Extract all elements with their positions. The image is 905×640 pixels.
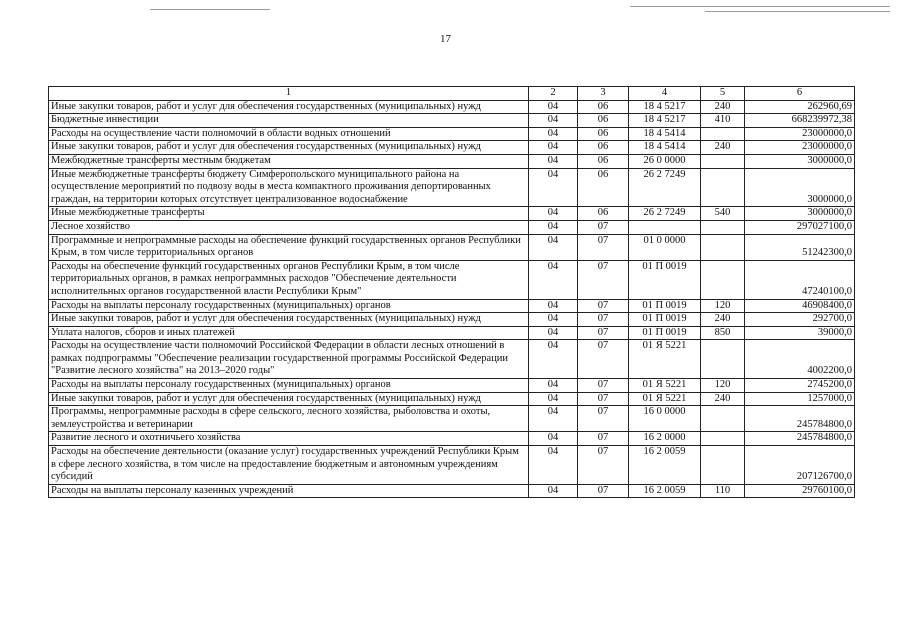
row-amount: 4002200,0 — [745, 340, 855, 379]
row-section: 04 — [529, 141, 578, 155]
row-amount: 245784800,0 — [745, 406, 855, 432]
row-amount: 3000000,0 — [745, 207, 855, 221]
row-expense-type — [701, 406, 745, 432]
row-section: 04 — [529, 340, 578, 379]
column-header: 3 — [578, 87, 629, 101]
row-expense-type: 120 — [701, 379, 745, 393]
scan-artifact-line — [630, 6, 890, 7]
row-amount: 207126700,0 — [745, 446, 855, 485]
row-amount: 3000000,0 — [745, 154, 855, 168]
column-header: 1 — [49, 87, 529, 101]
row-subsection: 07 — [578, 326, 629, 340]
row-subsection: 06 — [578, 207, 629, 221]
table-row — [49, 207, 855, 221]
row-subsection: 07 — [578, 234, 629, 260]
row-target-code: 01 Я 5221 — [629, 379, 701, 393]
row-section: 04 — [529, 299, 578, 313]
row-target-code: 01 0 0000 — [629, 234, 701, 260]
row-expense-type — [701, 340, 745, 379]
row-target-code: 16 2 0000 — [629, 432, 701, 446]
row-amount: 1257000,0 — [745, 392, 855, 406]
row-expense-type: 240 — [701, 313, 745, 327]
row-section: 04 — [529, 207, 578, 221]
row-target-code: 18 4 5414 — [629, 127, 701, 141]
row-name: Уплата налогов, сборов и иных платежей — [49, 326, 529, 340]
row-section: 04 — [529, 326, 578, 340]
row-section: 04 — [529, 432, 578, 446]
row-expense-type — [701, 234, 745, 260]
row-subsection: 07 — [578, 484, 629, 498]
table-row — [49, 154, 855, 168]
row-name: Расходы на осуществление части полномочий Российской Федерации в области лесных отношений в рамках подпрограммы "Обеспечение реализации государственной программы Российской Федерации "Развитие лесного хозяйства" на 2013–2020 годы" — [49, 340, 529, 379]
table-row — [49, 446, 855, 485]
scan-artifact-line — [150, 9, 270, 10]
table-row — [49, 406, 855, 432]
table-header-row — [49, 87, 855, 101]
column-header: 6 — [745, 87, 855, 101]
row-expense-type — [701, 432, 745, 446]
row-name: Программные и непрограммные расходы на обеспечение функций государственных органов Республики Крым, в том числе территориальных органов — [49, 234, 529, 260]
row-amount: 262960,69 — [745, 100, 855, 114]
row-expense-type — [701, 220, 745, 234]
row-subsection: 07 — [578, 220, 629, 234]
row-name: Расходы на выплаты персоналу казенных учреждений — [49, 484, 529, 498]
table-row — [49, 220, 855, 234]
row-name: Бюджетные инвестиции — [49, 114, 529, 128]
row-name: Иные закупки товаров, работ и услуг для обеспечения государственных (муниципальных) нужд — [49, 141, 529, 155]
row-subsection: 07 — [578, 379, 629, 393]
row-name: Иные закупки товаров, работ и услуг для обеспечения государственных (муниципальных) нужд — [49, 313, 529, 327]
row-subsection: 07 — [578, 340, 629, 379]
row-section: 04 — [529, 100, 578, 114]
row-subsection: 07 — [578, 299, 629, 313]
row-target-code: 16 2 0059 — [629, 484, 701, 498]
row-amount: 23000000,0 — [745, 127, 855, 141]
row-target-code: 26 0 0000 — [629, 154, 701, 168]
row-section: 04 — [529, 313, 578, 327]
budget-table-container — [48, 86, 854, 498]
row-expense-type: 240 — [701, 141, 745, 155]
row-section: 04 — [529, 168, 578, 207]
row-target-code: 18 4 5414 — [629, 141, 701, 155]
row-amount: 245784800,0 — [745, 432, 855, 446]
row-section: 04 — [529, 484, 578, 498]
row-name: Иные закупки товаров, работ и услуг для обеспечения государственных (муниципальных) нужд — [49, 100, 529, 114]
row-subsection: 07 — [578, 392, 629, 406]
row-name: Расходы на выплаты персоналу государственных (муниципальных) органов — [49, 379, 529, 393]
row-section: 04 — [529, 406, 578, 432]
row-amount: 668239972,38 — [745, 114, 855, 128]
row-expense-type — [701, 154, 745, 168]
row-amount: 3000000,0 — [745, 168, 855, 207]
row-name: Расходы на обеспечение функций государственных органов Республики Крым, в том числе территориальных органов, в рамках непрограммных расходов "Обеспечение деятельности исполнительных органов государственной власти Республики Крым" — [49, 260, 529, 299]
row-subsection: 07 — [578, 260, 629, 299]
budget-table — [48, 86, 855, 498]
row-section: 04 — [529, 234, 578, 260]
row-name: Иные межбюджетные трансферты бюджету Симферопольского муниципального района на осуществление мероприятий по подвозу воды в места компактного проживания депортированных граждан, на территории которых отсутствует централизованное водоснабжение — [49, 168, 529, 207]
row-name: Иные межбюджетные трансферты — [49, 207, 529, 221]
row-name: Иные закупки товаров, работ и услуг для обеспечения государственных (муниципальных) нужд — [49, 392, 529, 406]
row-target-code: 01 П 0019 — [629, 299, 701, 313]
row-subsection: 07 — [578, 406, 629, 432]
row-subsection: 06 — [578, 114, 629, 128]
row-target-code: 01 П 0019 — [629, 326, 701, 340]
row-subsection: 07 — [578, 446, 629, 485]
row-expense-type: 240 — [701, 100, 745, 114]
row-amount: 297027100,0 — [745, 220, 855, 234]
row-expense-type: 850 — [701, 326, 745, 340]
row-name: Расходы на осуществление части полномочий в области водных отношений — [49, 127, 529, 141]
row-expense-type — [701, 446, 745, 485]
row-amount: 51242300,0 — [745, 234, 855, 260]
table-row — [49, 141, 855, 155]
row-name: Расходы на обеспечение деятельности (оказание услуг) государственных учреждений Республики Крым в сфере лесного хозяйства, в том числе на предоставление бюджетным и автономным учреждениям субсидий — [49, 446, 529, 485]
row-section: 04 — [529, 379, 578, 393]
row-target-code: 01 П 0019 — [629, 260, 701, 299]
table-row — [49, 432, 855, 446]
table-row — [49, 168, 855, 207]
row-subsection: 06 — [578, 141, 629, 155]
row-target-code: 26 2 7249 — [629, 207, 701, 221]
row-target-code: 01 Я 5221 — [629, 340, 701, 379]
column-header: 5 — [701, 87, 745, 101]
row-section: 04 — [529, 392, 578, 406]
table-row — [49, 340, 855, 379]
row-target-code — [629, 220, 701, 234]
row-subsection: 06 — [578, 100, 629, 114]
row-section: 04 — [529, 154, 578, 168]
row-target-code: 01 П 0019 — [629, 313, 701, 327]
table-row — [49, 392, 855, 406]
row-name: Лесное хозяйство — [49, 220, 529, 234]
row-expense-type — [701, 127, 745, 141]
row-target-code: 16 2 0059 — [629, 446, 701, 485]
row-section: 04 — [529, 446, 578, 485]
row-amount: 23000000,0 — [745, 141, 855, 155]
row-target-code: 26 2 7249 — [629, 168, 701, 207]
row-subsection: 07 — [578, 313, 629, 327]
table-row — [49, 100, 855, 114]
table-row — [49, 313, 855, 327]
row-subsection: 07 — [578, 432, 629, 446]
row-section: 04 — [529, 127, 578, 141]
row-subsection: 06 — [578, 127, 629, 141]
row-name: Межбюджетные трансферты местным бюджетам — [49, 154, 529, 168]
page-number: 17 — [440, 33, 451, 45]
row-target-code: 18 4 5217 — [629, 100, 701, 114]
row-amount: 2745200,0 — [745, 379, 855, 393]
table-row — [49, 127, 855, 141]
scan-artifact-line — [705, 11, 890, 12]
row-name: Развитие лесного и охотничьего хозяйства — [49, 432, 529, 446]
row-amount: 292700,0 — [745, 313, 855, 327]
row-target-code: 01 Я 5221 — [629, 392, 701, 406]
row-subsection: 06 — [578, 154, 629, 168]
table-row — [49, 484, 855, 498]
table-row — [49, 326, 855, 340]
row-amount: 46908400,0 — [745, 299, 855, 313]
row-target-code: 16 0 0000 — [629, 406, 701, 432]
table-row — [49, 114, 855, 128]
row-name: Программы, непрограммные расходы в сфере сельского, лесного хозяйства, рыболовства и охоты, землеустройства и ветеринарии — [49, 406, 529, 432]
column-header: 2 — [529, 87, 578, 101]
row-amount: 29760100,0 — [745, 484, 855, 498]
row-expense-type: 410 — [701, 114, 745, 128]
row-expense-type: 240 — [701, 392, 745, 406]
table-row — [49, 379, 855, 393]
row-section: 04 — [529, 220, 578, 234]
row-expense-type — [701, 260, 745, 299]
row-amount: 47240100,0 — [745, 260, 855, 299]
row-section: 04 — [529, 260, 578, 299]
table-row — [49, 260, 855, 299]
row-amount: 39000,0 — [745, 326, 855, 340]
row-name: Расходы на выплаты персоналу государственных (муниципальных) органов — [49, 299, 529, 313]
row-expense-type — [701, 168, 745, 207]
table-row — [49, 234, 855, 260]
table-row — [49, 299, 855, 313]
row-expense-type: 540 — [701, 207, 745, 221]
row-target-code: 18 4 5217 — [629, 114, 701, 128]
column-header: 4 — [629, 87, 701, 101]
row-section: 04 — [529, 114, 578, 128]
row-expense-type: 120 — [701, 299, 745, 313]
row-expense-type: 110 — [701, 484, 745, 498]
row-subsection: 06 — [578, 168, 629, 207]
